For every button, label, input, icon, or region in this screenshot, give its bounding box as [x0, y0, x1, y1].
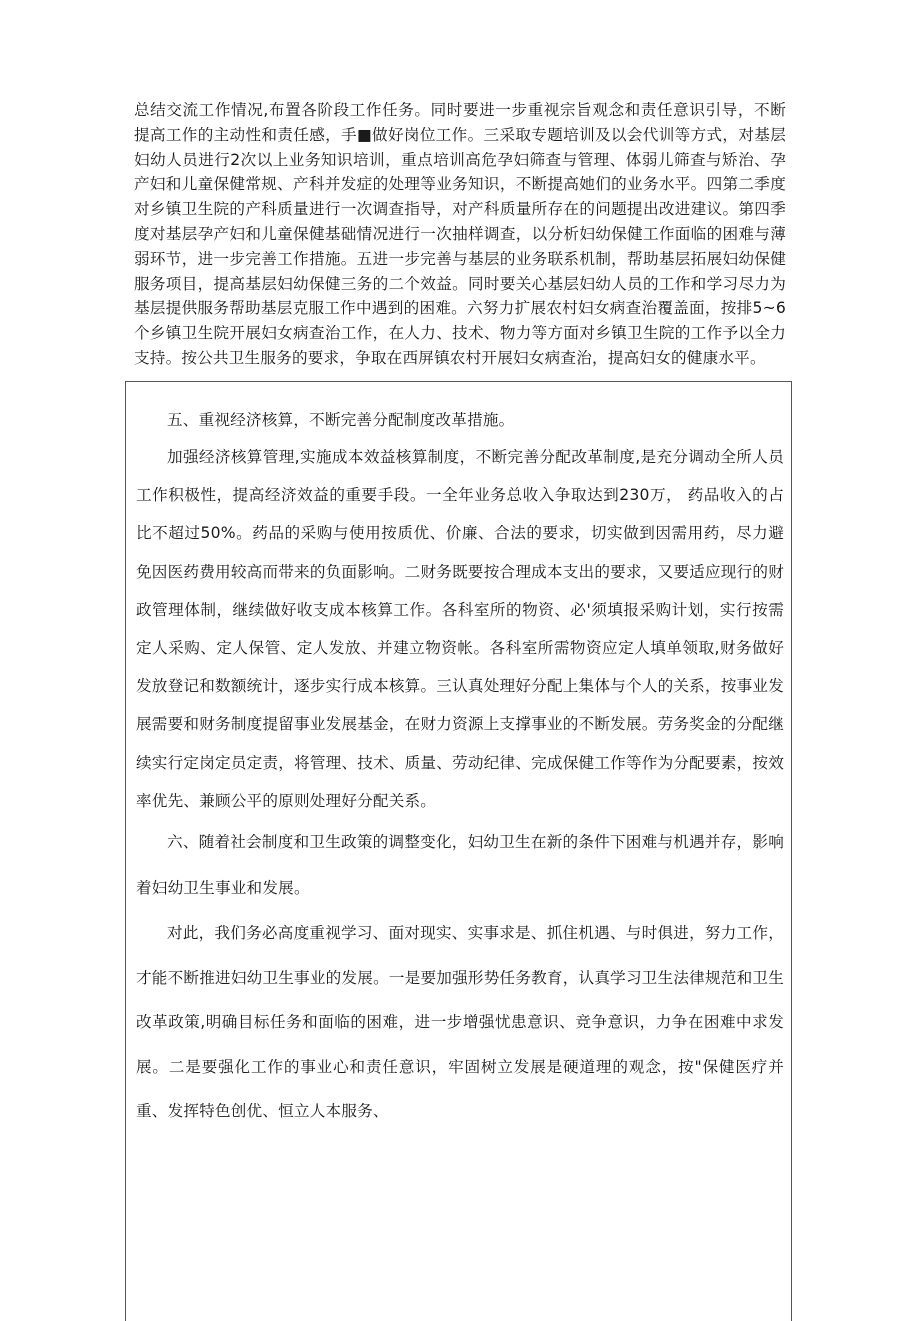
section-5-heading: 五、重视经济核算，不断完善分配制度改革措施。	[167, 411, 515, 429]
framed-text-box	[125, 381, 792, 1321]
section-6-heading: 六、随着社会制度和卫生政策的调整变化，妇幼卫生在新的条件下困难与机遇并存，影响着妇幼卫生事业和发展。	[136, 833, 784, 897]
section-6-body: 对此，我们务必高度重视学习、面对现实、实事求是、抓住机遇、与时俱进，努力工作，才能不断推进妇幼卫生事业的发展。一是要加强形势任务教育，认真学习卫生法律规范和卫生改革政策,明确目标任务和面临的困难，进一步增强忧患意识、竞争意识，力争在困难中求发展。二是要强化工作的事业心和责任意识，牢固树立发展是硬道理的观念，按"保健医疗并重、发挥特色创优、恒立人本服务、	[136, 924, 784, 1121]
section-5-body: 加强经济核算管理,实施成本效益核算制度，不断完善分配改革制度,是充分调动全所人员工作积极性，提高经济效益的重要手段。一全年业务总收入争取达到230万， 药品收入的占比不超过50%。药品的采购与使用按质优、价廉、合法的要求，切实做到因需用药，尽力避免因医药费用较高而带来的负面影响。二财务既要按合理成本支出的要求，又要适应现行的财政管理体制，继续做好收支成本核算工作。各科室所的物资、必'须填报采购计划，实行按需定人采购、定人保管、定人发放、并建立物资帐。各科室所需物资应定人填单领取,财务做好发放登记和数额统计，逐步实行成本核算。三认真处理好分配上集体与个人的关系，按事业发展需要和财务制度提留事业发展基金，在财力资源上支撑事业的不断发展。劳务奖金的分配继续实行定岗定员定责，将管理、技术、质量、劳动纪律、完成保健工作等作为分配要素，按效率优先、兼顾公平的原则处理好分配关系。	[136, 448, 784, 810]
top-paragraph: 总结交流工作情况,布置各阶段工作任务。同时要进一步重视宗旨观念和责任意识引导，不断提高工作的主动性和责任感，手■做好岗位工作。三采取专题培训及以会代训等方式，对基层妇幼人员进行2次以上业务知识培训，重点培训高危孕妇筛查与管理、体弱儿筛查与矫治、孕产妇和儿童保健常规、产科并发症的处理等业务知识，不断提高她们的业务水平。四第二季度对乡镇卫生院的产科质量进行一次调查指导，对产科质量所存在的问题提出改进建议。第四季度对基层孕产妇和儿童保健基础情况进行一次抽样调查，以分析妇幼保健工作面临的困难与薄弱环节，进一步完善工作措施。五进一步完善与基层的业务联系机制，帮助基层拓展妇幼保健服务项目，提高基层妇幼保健三务的二个效益。同时要关心基层妇幼人员的工作和学习尽力为基层提供服务帮助基层克服工作中遇到的困难。六努力扩展农村妇女病查治覆盖面，按排5~6个乡镇卫生院开展妇女病查治工作，在人力、技术、物力等方面对乡镇卫生院的工作予以全力支持。按公共卫生服务的要求，争取在西屏镇农村开展妇女病查治，提高妇女的健康水平。	[134, 101, 786, 367]
box-content	[136, 402, 784, 1134]
